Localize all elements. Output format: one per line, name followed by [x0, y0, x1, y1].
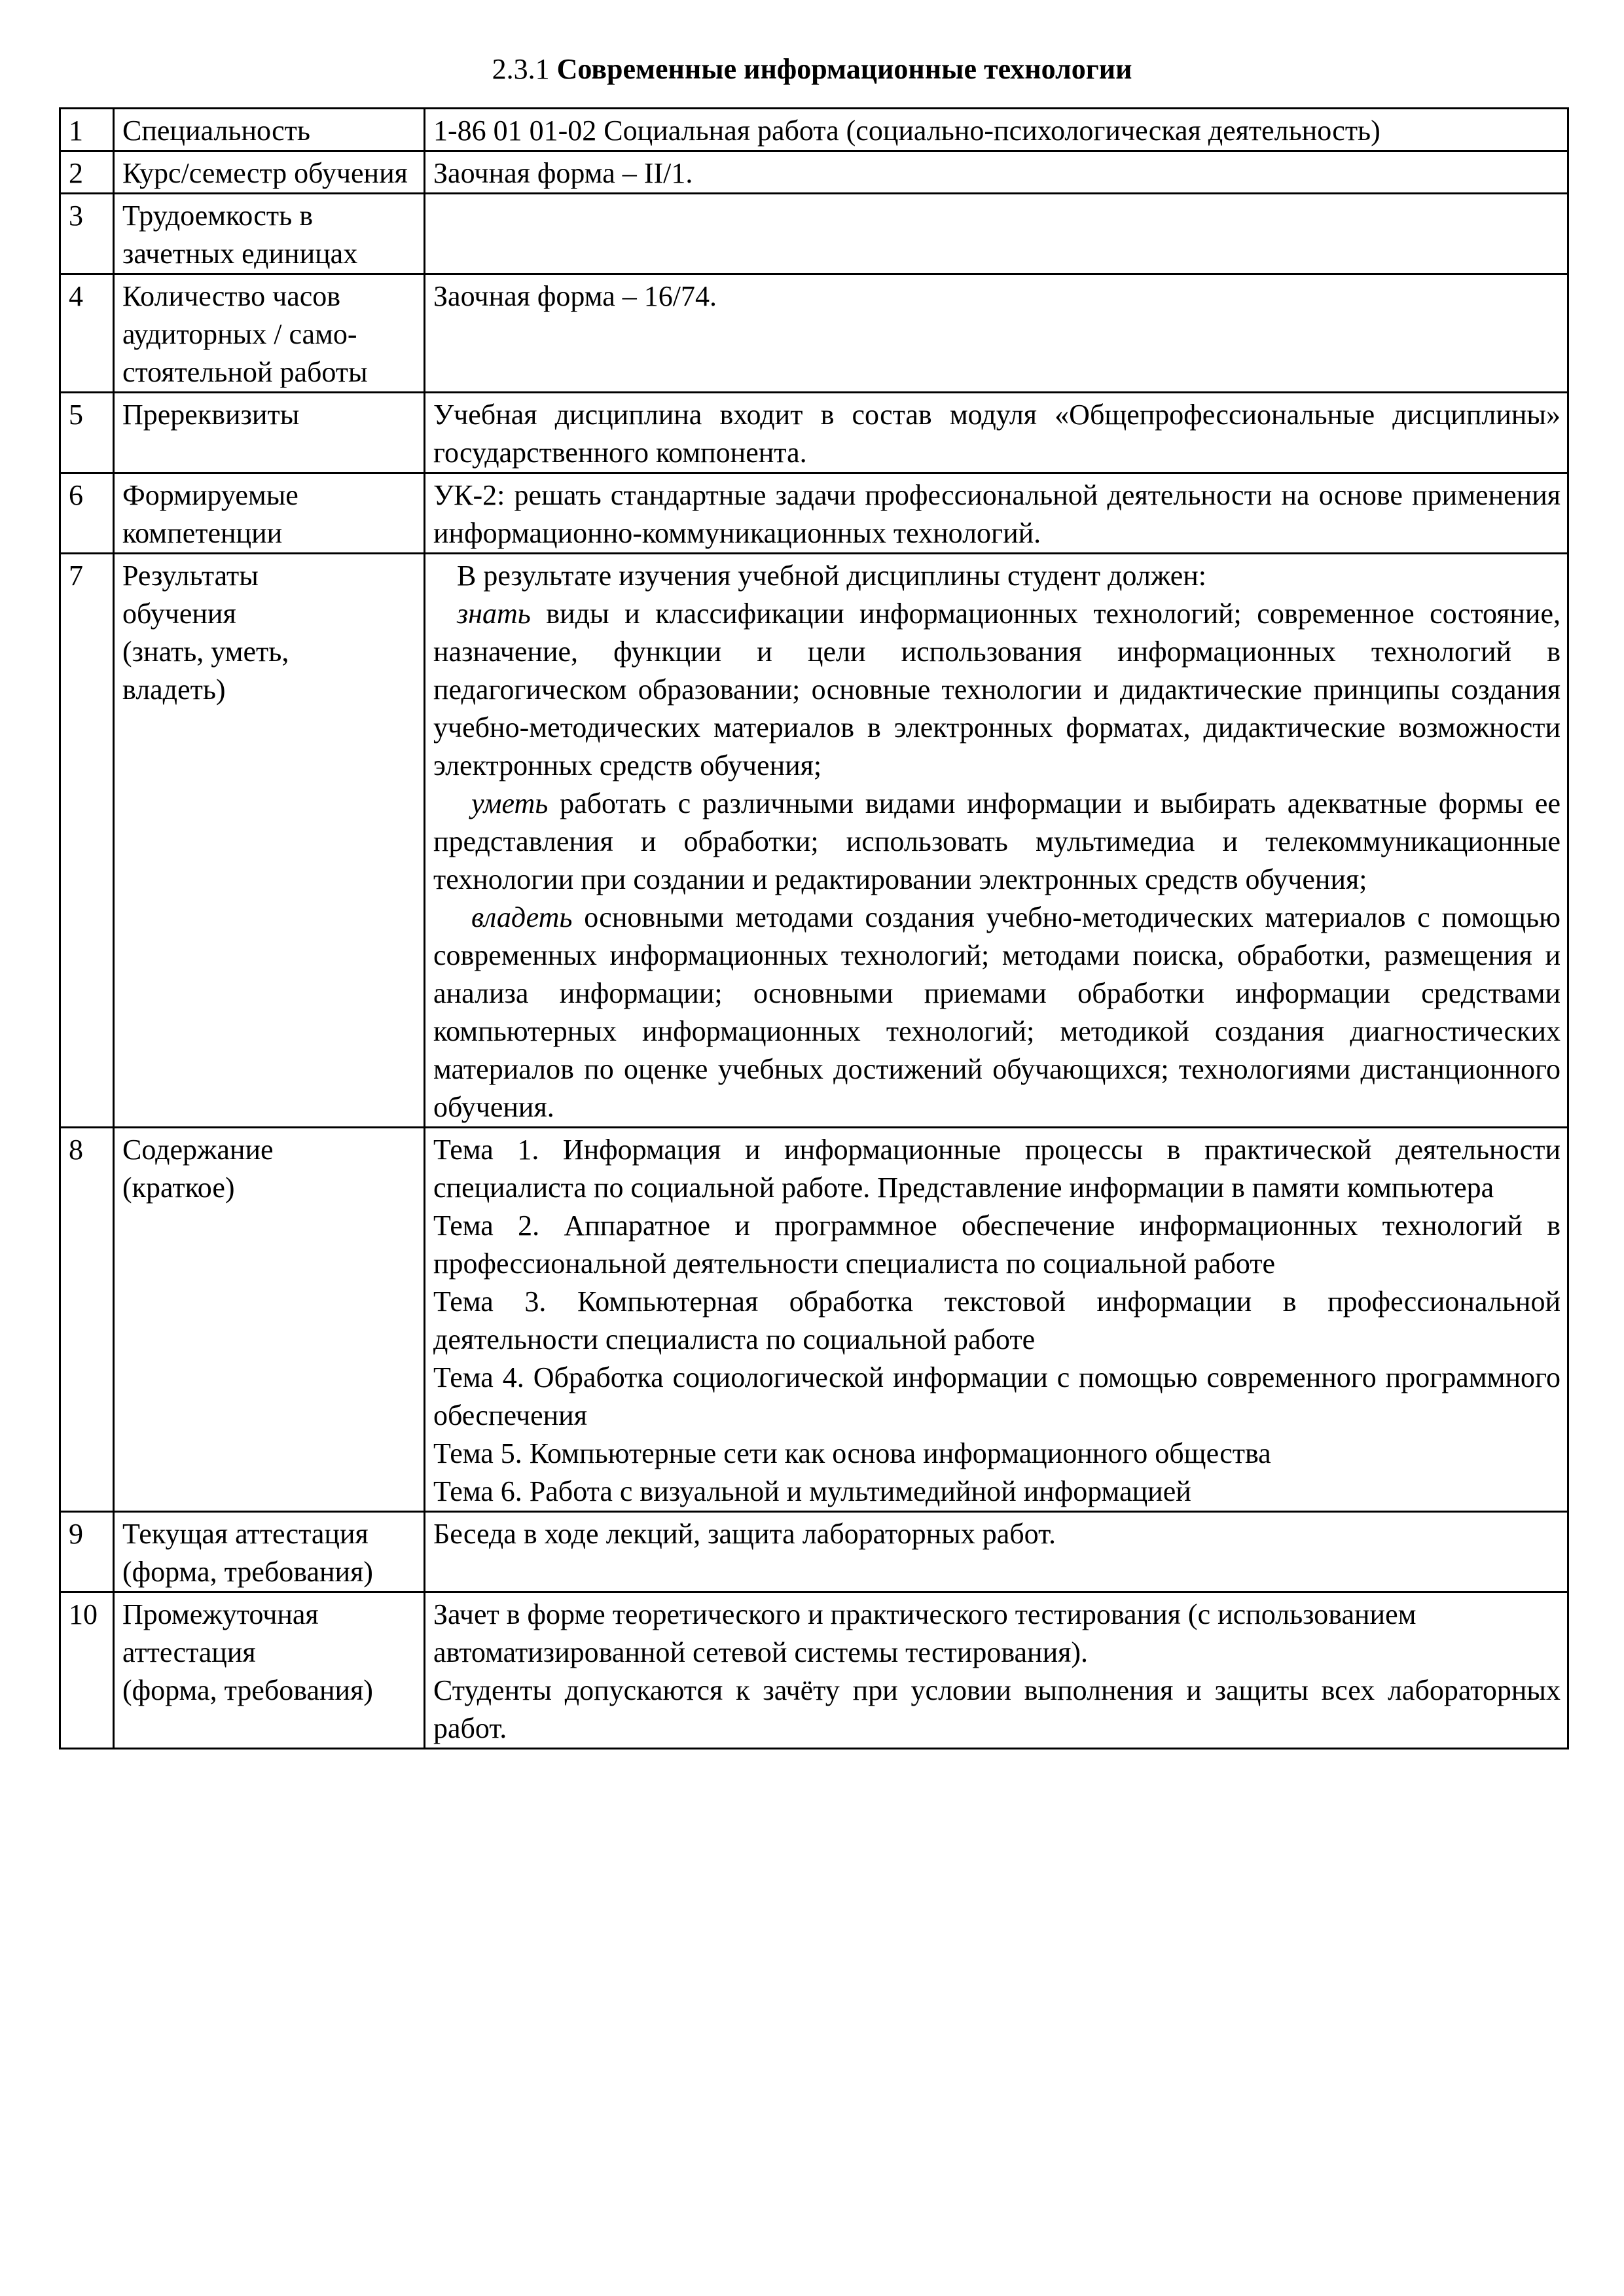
- topic-item: Тема 3. Компьютерная обработка текстовой информации в профессиональной деятельности специалиста по социальной работе: [433, 1285, 1561, 1355]
- outcomes-can: [433, 785, 1561, 899]
- row-label: Курс/семестр обучения: [114, 151, 425, 194]
- row-number: 5: [60, 393, 114, 473]
- outcomes-intro: В результате изучения учебной дисциплины студент должен:: [457, 560, 1207, 592]
- row-label-line: обучения: [122, 598, 236, 630]
- row-content: [425, 194, 1568, 274]
- row-label: [114, 1592, 425, 1749]
- know-text: виды и классификации информационных технологий; современное состояние, назначение, функции и цели использования информационных технологий в педагогическом образовании; основные технологии и дидактические принципы создания учебно-методических материалов в электронных форматах, дидактические возможности электронных средств обучения;: [433, 598, 1561, 781]
- topic-item: Тема 5. Компьютерные сети как основа информационного общества: [433, 1437, 1271, 1469]
- row-content: [425, 1592, 1568, 1749]
- row-label: [114, 1512, 425, 1592]
- row-content: Беседа в ходе лекций, защита лабораторных работ.: [425, 1512, 1568, 1592]
- row-label-line: Содержание: [122, 1134, 274, 1166]
- table-row: [60, 473, 1568, 554]
- row-label-line: (форма, требования): [122, 1674, 373, 1706]
- row-label-line: (краткое): [122, 1172, 235, 1204]
- row-label: [114, 554, 425, 1128]
- row-number: 7: [60, 554, 114, 1128]
- row-label-line: Текущая аттестация: [122, 1518, 369, 1550]
- section-number: 2.3.1: [492, 53, 550, 85]
- row-label-line: (форма, требования): [122, 1556, 373, 1588]
- row-content: Заочная форма – 16/74.: [425, 274, 1568, 393]
- row-label-line: (знать, уметь,: [122, 636, 289, 668]
- own-term: владеть: [471, 901, 573, 933]
- row-label: [114, 1128, 425, 1512]
- table-row: [60, 194, 1568, 274]
- topic-item: Тема 1. Информация и информационные процессы в практической деятельности специалиста по социальной работе. Представление информации в памяти компьютера: [433, 1134, 1561, 1204]
- row-label-line: владеть): [122, 673, 226, 706]
- row-label-line: Результаты: [122, 560, 259, 592]
- outcomes-own: [433, 899, 1561, 1126]
- table-row: [60, 1512, 1568, 1592]
- table-row: [60, 1128, 1568, 1512]
- row-content: Заочная форма – II/1.: [425, 151, 1568, 194]
- table-row: [60, 393, 1568, 473]
- table-row: [60, 554, 1568, 1128]
- row-content: [425, 554, 1568, 1128]
- own-text: основными методами создания учебно-методических материалов с помощью современных информационных технологий; методами поиска, обработки, размещения и анализа информации; основными приемами обработки информации средствами компьютерных информационных технологий; методикой создания диагностических материалов по оценке учебных достижений обучающихся; технологиями дистанционного обучения.: [433, 901, 1561, 1123]
- row-number: 3: [60, 194, 114, 274]
- row-number: 1: [60, 109, 114, 151]
- attestation-form: Зачет в форме теоретического и практического тестирования (с использованием автоматизированной сетевой системы тестирования).: [433, 1598, 1416, 1668]
- row-number: 6: [60, 473, 114, 554]
- row-number: 10: [60, 1592, 114, 1749]
- row-label: Количество часов аудиторных / само-стоятельной работы: [114, 274, 425, 393]
- row-number: 4: [60, 274, 114, 393]
- section-name: Современные информационные технологии: [556, 53, 1132, 85]
- topic-item: Тема 6. Работа с визуальной и мультимедийной информацией: [433, 1475, 1191, 1507]
- row-label: Пререквизиты: [114, 393, 425, 473]
- attestation-requirement: Студенты допускаются к зачёту при условии выполнения и защиты всех лабораторных работ.: [433, 1674, 1561, 1744]
- table-row: [60, 274, 1568, 393]
- table-row: [60, 1592, 1568, 1749]
- row-number: 8: [60, 1128, 114, 1512]
- know-term: знать: [457, 598, 531, 630]
- row-label: Трудоемкость в зачетных единицах: [114, 194, 425, 274]
- row-number: 9: [60, 1512, 114, 1592]
- row-content: [425, 1128, 1568, 1512]
- row-content: 1-86 01 01-02 Социальная работа (социально-психологическая деятельность): [425, 109, 1568, 151]
- row-label-line: Промежуточная: [122, 1598, 319, 1630]
- row-label: Формируемые компетенции: [114, 473, 425, 554]
- row-content: Учебная дисциплина входит в состав модуля «Общепрофессиональные дисциплины» государственного компонента.: [425, 393, 1568, 473]
- section-title: [0, 51, 1624, 88]
- topic-item: Тема 4. Обработка социологической информации с помощью современного программного обеспечения: [433, 1361, 1561, 1431]
- syllabus-table: [59, 107, 1569, 1749]
- outcomes-know: [433, 595, 1561, 785]
- can-text: работать с различными видами информации и выбирать адекватные формы ее представления и обработки; использовать мультимедиа и телекоммуникационные технологии при создании и редактировании электронных средств обучения;: [433, 787, 1561, 895]
- table-row: [60, 151, 1568, 194]
- row-content: УК-2: решать стандартные задачи профессиональной деятельности на основе применения информационно-коммуникационных технологий.: [425, 473, 1568, 554]
- table-row: [60, 109, 1568, 151]
- row-number: 2: [60, 151, 114, 194]
- topic-item: Тема 2. Аппаратное и программное обеспечение информационных технологий в профессиональной деятельности специалиста по социальной работе: [433, 1210, 1561, 1280]
- row-label: Специальность: [114, 109, 425, 151]
- row-label-line: аттестация: [122, 1636, 256, 1668]
- can-term: уметь: [471, 787, 549, 819]
